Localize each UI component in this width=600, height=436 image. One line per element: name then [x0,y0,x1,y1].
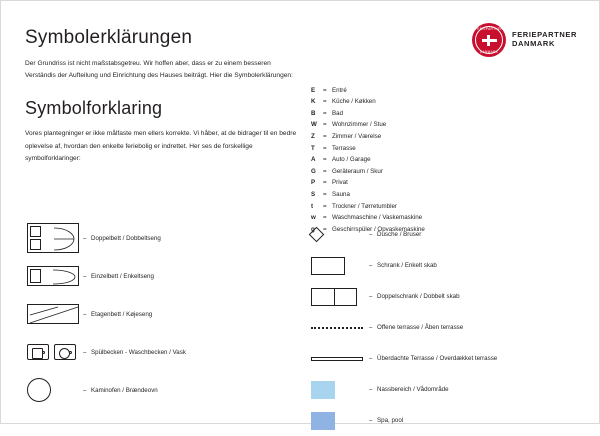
abbr-key: K [311,98,316,106]
bunk-diagonal-icon [28,305,80,325]
abbr-key: S [311,191,316,199]
intro-column [25,27,297,165]
abbreviation-row: P = Privat [311,179,348,187]
abbr-key: A [311,156,316,164]
double-cabinet-icon [311,288,369,306]
bed-arcs-icon [53,227,75,251]
legend-label: Spa, pool [377,417,404,424]
open-terrace-icon [311,327,369,329]
seal-bottom-text: DANMARK [479,49,499,54]
sink-icon [27,344,83,360]
intro-german: Der Grundriss ist nicht maßstabsgetreu. Wir hoffen aber, dass er zu einem besseren Verständis der Aufteilung und Einrichtung des Hauses beiträgt. Hier die Symbolerklärungen: [25,60,293,80]
legend-label: Schrank / Enkelt skab [377,262,437,269]
legend-label: Doppelbett / Dobbeltseng [91,234,161,242]
left-symbol-list [27,219,307,409]
legend-item: – Dusche / Bruser [311,219,591,250]
abbr-key: w [311,214,316,222]
legend-item: – Nassbereich / Vådområde [311,374,591,405]
abbreviation-row: G = Geräteraum / Skur [311,167,383,175]
title-danish: Symbolforklaring [25,98,163,119]
legend-label: Einzelbett / Enkeltseng [91,272,154,280]
abbr-key: t [311,202,314,210]
legend-item: – Spülbecken - Waschbecken / Vask [27,333,307,371]
bed-arc-icon [52,269,76,285]
legend-label: Nassbereich / Vådområde [377,386,449,393]
abbr-value: Trockner / Tørretumbler [332,202,397,210]
legend-item: – Einzelbett / Enkeltseng [27,257,307,295]
abbreviation-row: A = Auto / Garage [311,156,371,164]
right-symbol-list [311,219,591,436]
single-bed-icon [27,266,83,286]
abbr-value: Auto / Garage [332,156,371,164]
abbr-value: Terrasse [332,144,356,152]
legend-label: Dusche / Bruser [377,231,422,238]
abbreviation-row: E = Entré [311,86,347,94]
abbreviation-row: T = Terrasse [311,144,356,152]
bunk-bed-icon [27,304,83,324]
legend-label: Überdachte Terrasse / Overdækket terrasse [377,355,498,362]
abbr-key: g [311,225,315,233]
abbr-key: Z [311,133,315,141]
intro-danish: Vores plantegninger er ikke målfaste men ellers korrekte. Vi håber, at de bidrager til en bedre oplevelse af, hvordan den enkelte feriebolig er indrettet. Her ses de forskellige symbolforklaringer: [25,130,297,162]
abbr-value: Zimmer / Værelse [332,133,382,141]
title-german: Symbolerklärungen [25,27,193,48]
abbr-key: G [311,167,316,175]
abbr-value: Bad [332,109,344,117]
legend-item: – Spa, pool [311,405,591,436]
covered-terrace-icon [311,357,369,361]
abbr-key: E [311,86,316,94]
legend-item: – Doppelbett / Dobbeltseng [27,219,307,257]
abbr-key: P [311,179,316,187]
cabinet-icon [311,257,369,275]
legend-label: Spülbecken - Waschbecken / Vask [91,348,186,356]
abbreviation-row: t = Trockner / Tørretumbler [311,202,397,210]
abbr-key: B [311,109,316,117]
abbr-key: T [311,144,315,152]
abbreviation-row: S = Sauna [311,191,350,199]
legend-item: – Etagenbett / Køjeseng [27,295,307,333]
brand-line-2: DANMARK [512,39,555,48]
seal-top-text: FERIEPARTNER [475,26,503,31]
double-bed-icon [27,223,83,253]
legend-label: Offene terrasse / Åben terrasse [377,324,464,331]
legend-item: – Kaminofen / Brændeovn [27,371,307,409]
water-area-swatch [311,381,369,399]
brand-wordmark [512,31,577,48]
abbr-value: Privat [332,179,348,187]
abbreviation-row: g = Geschirrspüler / Opvaskemaskine [311,225,425,233]
abbr-value: Wohnzimmer / Stue [332,121,387,129]
legend-item: – Schrank / Enkelt skab [311,250,591,281]
abbr-value: Küche / Køkken [332,98,376,106]
abbreviation-row: Z = Zimmer / Værelse [311,133,382,141]
abbr-value: Geräteraum / Skur [332,167,383,175]
abbreviation-row: W = Wohnzimmer / Stue [311,121,387,129]
legend-label: Doppelschrank / Dobbelt skab [377,293,460,300]
feriepartner-seal-icon [472,23,506,57]
abbreviation-list [311,85,581,236]
abbr-value: Sauna [332,191,350,199]
brand-logo [472,23,577,57]
legend-item: – Doppelschrank / Dobbelt skab [311,281,591,312]
legend-label: Kaminofen / Brændeovn [91,386,158,394]
pool-swatch [311,412,369,430]
abbreviation-row: B = Bad [311,109,344,117]
abbr-value: Entré [332,86,347,94]
abbr-value: Waschmaschine / Vaskemaskine [332,214,423,222]
abbreviation-row: w = Waschmaschine / Vaskemaskine [311,214,423,222]
legend-label: Etagenbett / Køjeseng [91,310,153,318]
legend-item: – Überdachte Terrasse / Overdækket terrasse [311,343,591,374]
abbr-value: Geschirrspüler / Opvaskemaskine [332,225,425,233]
abbreviation-row: K = Küche / Køkken [311,98,376,106]
abbr-key: W [311,121,317,129]
legend-item: – Offene terrasse / Åben terrasse [311,312,591,343]
brand-line-1: FERIEPARTNER [512,30,577,40]
fireplace-icon [27,378,83,402]
